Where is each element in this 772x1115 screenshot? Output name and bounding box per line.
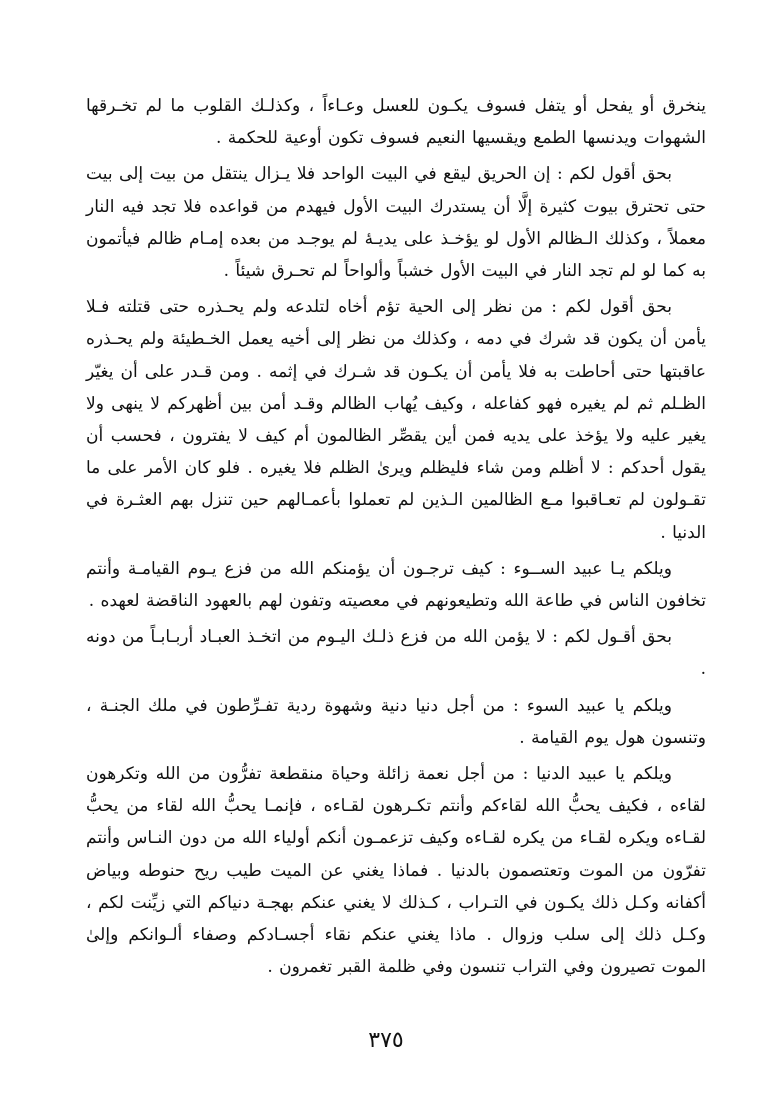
page-number: ٣٧٥ [368,1028,404,1053]
paragraph-3: بحق أقول لكم : من نظر إلى الحية تؤم أخاه لتلدعه ولم يحـذره حتى قتلته فـلا يأمن أن يكون قد شرك في دمه ، وكذلك من نظر إلى أخيه يعمل الخـطيئة ولم يحـذره عاقبتها حتى أحاطت به فلا يأمن أن يكـون قد شـرك في إثمه . ومن قـدر على أن يغيّر الظـلم ثم لم يغيره فهو كفاعله ، وكيف يُهاب الظالم وقـد أمن بين أظهركم لا ينهى ولا يغير عليه ولا يؤخذ على يديه فمن أين يقصِّر الظالمون أم كيف لا يفترون ، فحسب أن يقول أحدكم : لا أظلم ومن شاء فليظلم ويرىٰ الظلم فلا يغيره . فلو كان الأمر على ما تقـولون لم تعـاقبوا مـع الظالمين الـذين لم تعملوا بأعمـالهم حين تنزل بهم العثـرة في الدنيا . [86,297,706,543]
paragraph-2: بحق أقول لكم : إن الحريق ليقع في البيت الواحد فلا يـزال ينتقل من بيت إلى بيت حتى تحترق بيوت كثيرة إلَّا أن يستدرك البيت الأول فيهدم من قواعده فلا تجد فيه النار معملاً ، وكذلك الـظالم الأول لو يؤخـذ على يديـهٔ لم يوجـد من بعده إمـام ظالم فيأتمون به كما لو لم تجد النار في البيت الأول خشباً وألواحاً لم تحـرق شيئاً . [86,164,706,282]
paragraph-4: ويلكم يـا عبيد الســوء : كيف ترجـون أن يؤمنكم الله من فزع يـوم القيامـة وأنتم تخافون الناس في طاعة الله وتطيعونهم في معصيته وتفون لهم بالعهود الناقضة لعهده . [86,558,706,612]
paragraph-7: ويلكم يا عبيد الدنيا : من أجل نعمة زائلة وحياة منقطعة تفرُّون من الله وتكرهون لقاءه ، فكيف يحبُّ الله لقاءكم وأنتم تكـرهون لقـاءه ، فإنمـا يحبُّ الله لقاء من يحبُّ لقـاءه ويكره لقـاء من يكره لقـاءه وكيف تزعمـون أنكم أولياء الله من دون النـاس وأنتم تفرّون من الموت وتعتصمون بالدنيا . فماذا يغني عن الميت طيب ريح حنوطه وبياض أكفانه وكـل ذلك يكـون في التـراب ، كـذلك لا يغني عنكم بهجـة دنياكم التي زيِّنت لكم ، وكـل ذلك إلى سلب وزوال . ماذا يغني عنكم نقاء أجسـادكم وصفاء ألـوانكم وإلىٰ الموت تصيرون وفي التراب تنسون وفي ظلمة القبر تغمرون . [86,764,706,978]
page-body [86,90,706,987]
paragraph-5: بحق أقـول لكم : لا يؤمن الله من فزع ذلـك اليـوم من اتخـذ العبـاد أربـابـاً من دونه . [86,627,706,680]
paragraph-6: ويلكم يا عبيد السوء : من أجل دنيا دنية وشهوة ردية تفـرِّطون في ملك الجنـة ، وتنسون هول يوم القيامة . [86,695,706,748]
paragraph-1: ينخرق أو يفحل أو يتفل فسوف يكـون للعسل وعـاءاً ، وكذلـك القلوب ما لم تخـرقها الشهوات ويدنسها الطمع ويقسيها النعيم فسوف تكون أوعية للحكمة . [86,96,706,149]
